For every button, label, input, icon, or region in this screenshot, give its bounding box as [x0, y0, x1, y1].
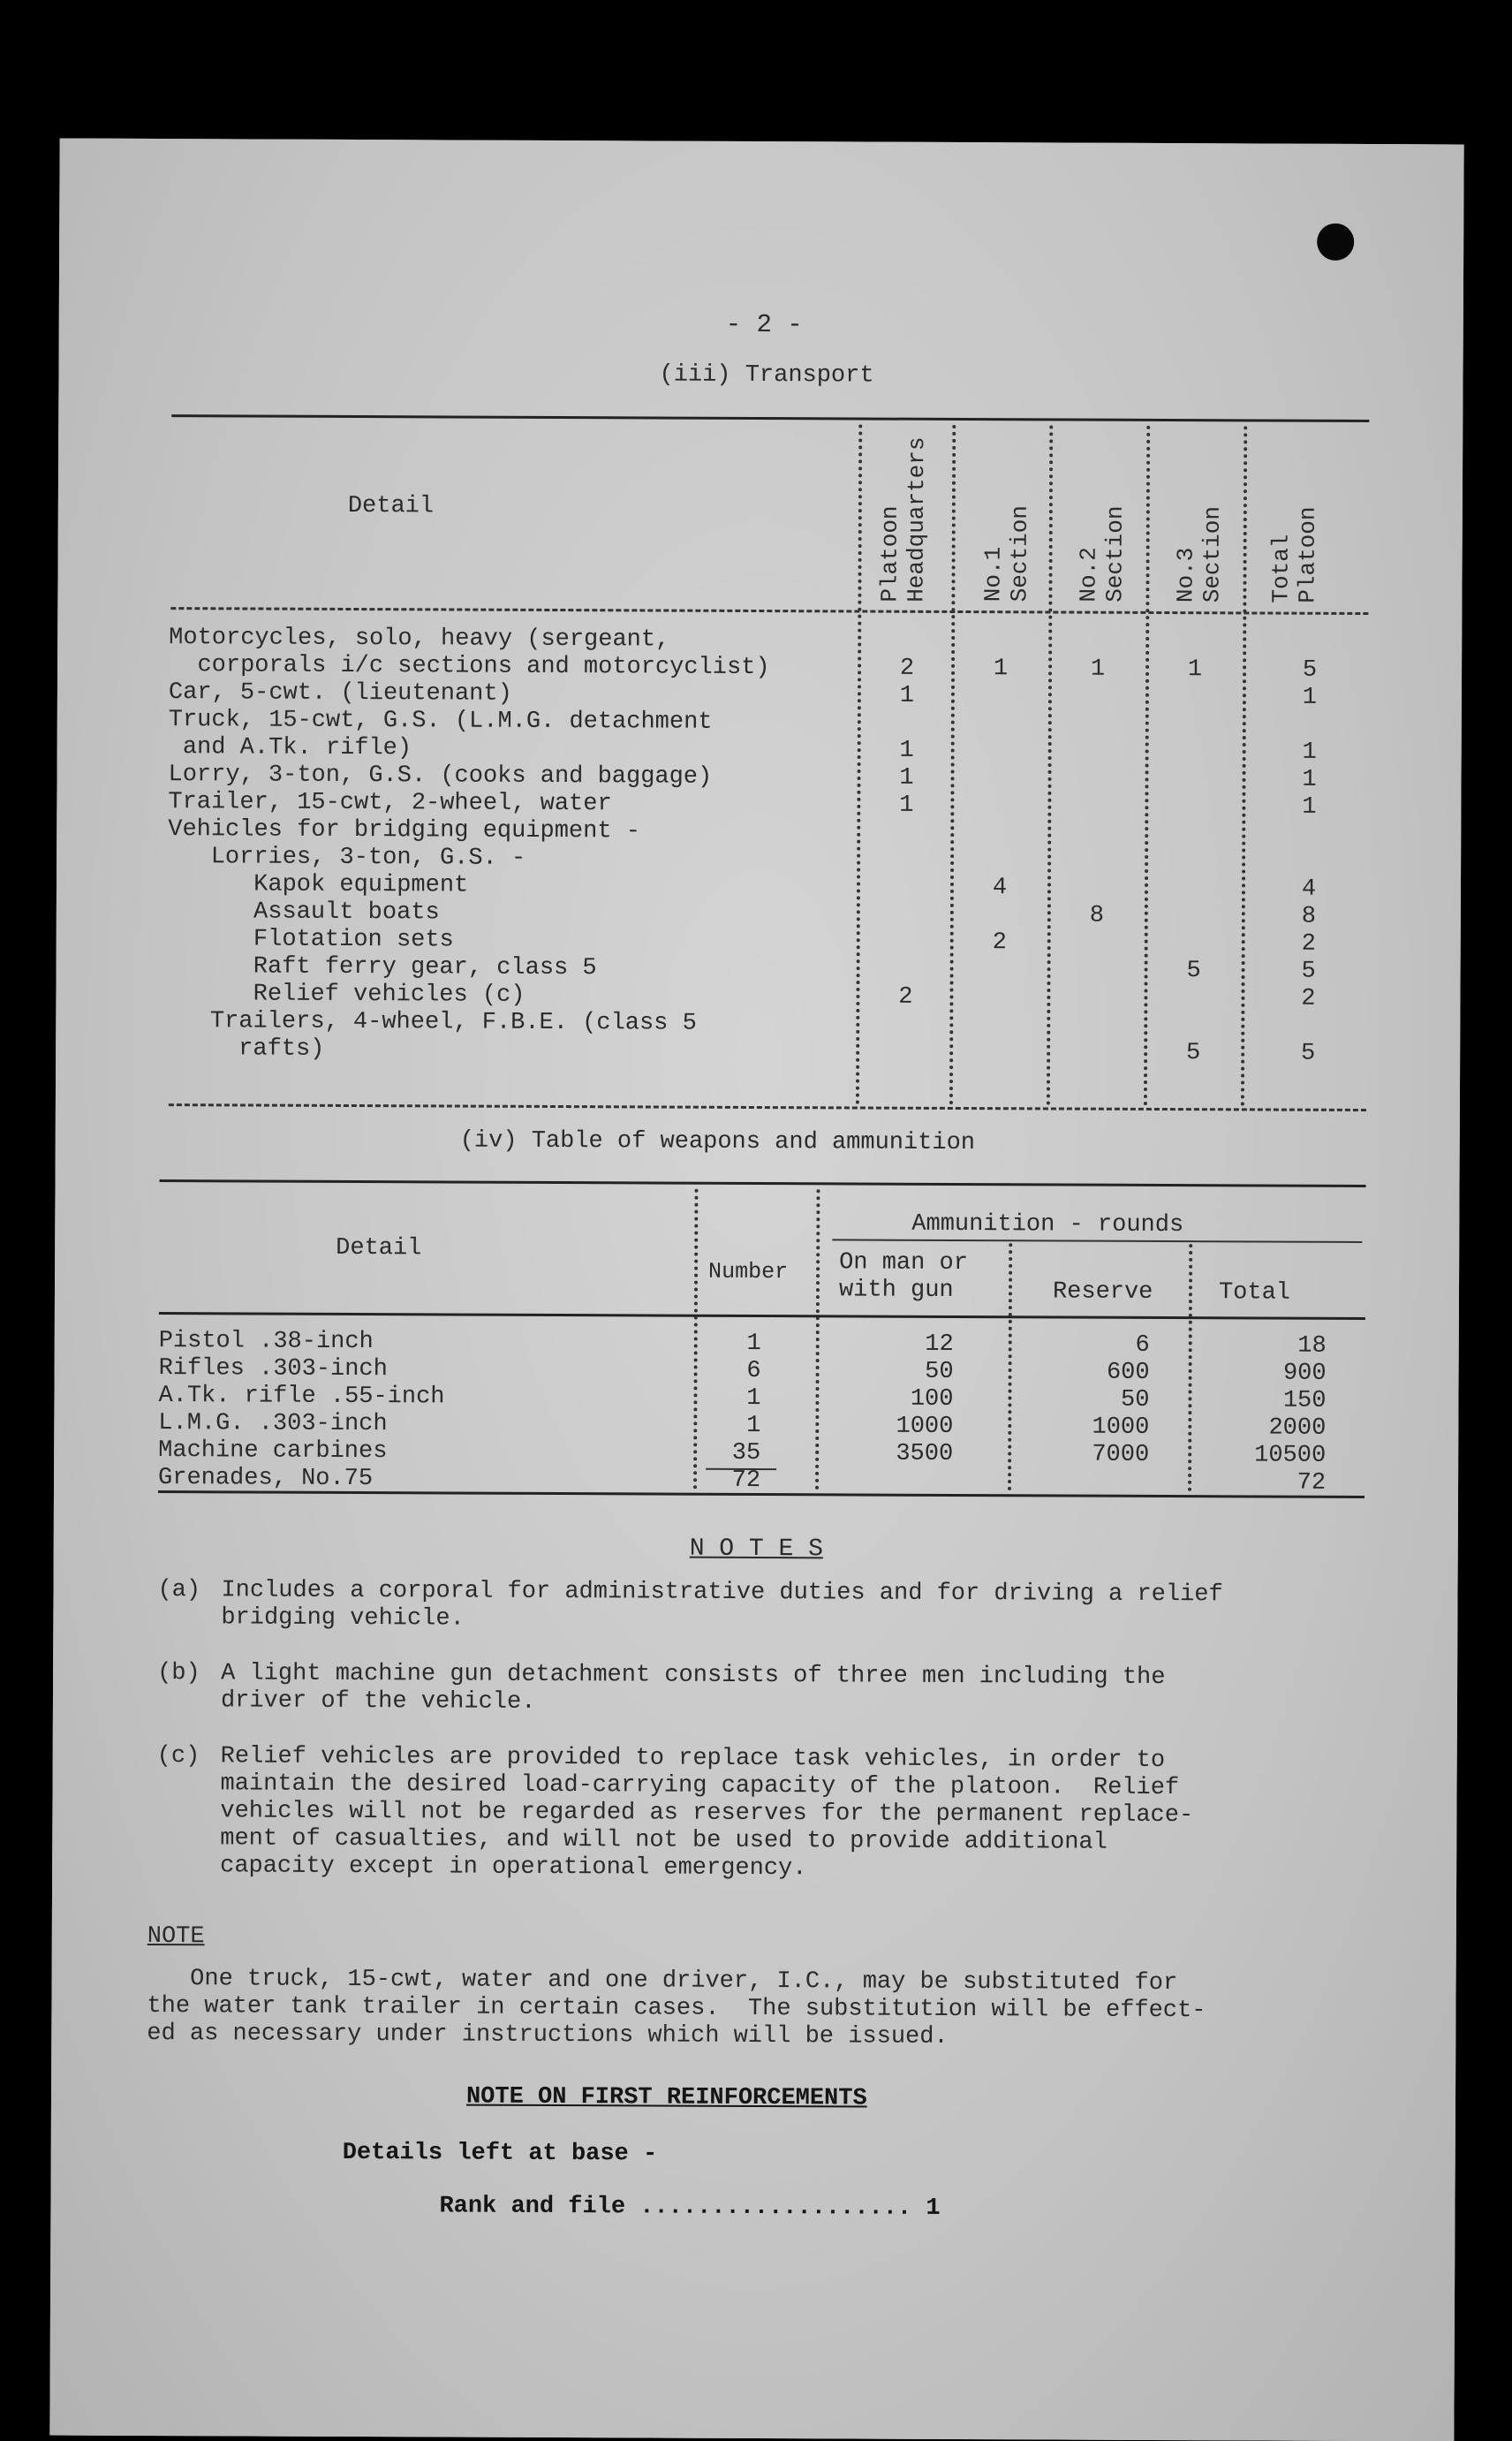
transport-row-value: 2	[898, 983, 913, 1011]
transport-row-detail: Lorries, 3-ton, G.S. -	[168, 844, 526, 872]
ammo-group-rule	[832, 1239, 1362, 1243]
note-line: driver of the vehicle.	[220, 1687, 536, 1716]
weapons-row-number: 1	[746, 1330, 761, 1358]
header-total-platoon: Total Platoon	[1267, 506, 1321, 603]
transport-row-detail: Truck, 15-cwt, G.S. (L.M.G. detachment	[168, 707, 713, 736]
weapons-row-number: 6	[746, 1357, 761, 1385]
transport-row-value: 2	[899, 655, 915, 682]
transport-row-detail: and A.Tk. rifle)	[168, 734, 412, 762]
reserve-header: Reserve	[1052, 1278, 1153, 1306]
reinforcements-heading: NOTE ON FIRST REINFORCEMENTS	[465, 2083, 867, 2112]
col-separator	[1188, 1244, 1192, 1491]
transport-row-value: 5	[1301, 958, 1316, 985]
transport-row-detail: Vehicles for bridging equipment -	[168, 816, 641, 845]
transport-row-value: 5	[1302, 656, 1318, 684]
transport-row-value: 5	[1186, 958, 1201, 985]
note-heading: NOTE	[147, 1922, 205, 1951]
transport-row-value: 8	[1301, 903, 1317, 930]
transport-row-value: 1	[899, 737, 914, 764]
transport-header-rule	[170, 607, 1368, 615]
weapons-title: (iv) Table of weapons and ammunition	[459, 1127, 976, 1157]
transport-row-detail: Motorcycles, solo, heavy (sergeant,	[169, 625, 670, 654]
transport-row-value: 1	[899, 764, 914, 792]
header-no1-section: No.1 Section	[979, 505, 1033, 603]
header-no3-section: No.3 Section	[1172, 505, 1226, 603]
transport-row-value: 1	[899, 682, 915, 709]
note-line: capacity except in operational emergency.	[220, 1853, 807, 1883]
weapons-row-total: 18	[1297, 1332, 1327, 1360]
weapons-row-on-man: 50	[925, 1358, 954, 1385]
weapons-row-on-man: 1000	[896, 1413, 954, 1440]
notes-heading: N O T E S	[689, 1535, 824, 1564]
weapons-row-detail: L.M.G. .303-inch	[158, 1410, 388, 1438]
on-man-header: On man or with gun	[838, 1249, 969, 1304]
transport-row-value: 4	[992, 875, 1008, 902]
weapons-row-detail: Grenades, No.75	[157, 1465, 374, 1493]
note-paragraph-line: ed as necessary under instructions which will be issued.	[147, 2020, 949, 2051]
transport-row-detail: Trailers, 4-wheel, F.B.E. (class 5	[167, 1008, 697, 1037]
note-label: (a)	[157, 1577, 201, 1604]
transport-top-rule	[171, 414, 1369, 422]
weapons-row-detail: Machine carbines	[158, 1437, 388, 1466]
weapons-top-rule	[160, 1179, 1366, 1187]
note-line: maintain the desired load-carrying capacity of the platoon. Relief	[220, 1770, 1180, 1802]
transport-row-detail: Raft ferry gear, class 5	[167, 953, 597, 982]
transport-row-value: 5	[1300, 1040, 1316, 1067]
weapons-row-number: 1	[746, 1412, 761, 1440]
transport-row-value: 4	[1301, 876, 1317, 903]
weapons-detail-header: Detail	[336, 1234, 422, 1262]
transport-row-detail: Relief vehicles (c)	[167, 981, 525, 1009]
transport-row-detail: Flotation sets	[167, 926, 454, 954]
weapons-row-number: 35	[731, 1439, 761, 1467]
weapons-row-number: 72	[731, 1467, 761, 1495]
note-paragraph-line: One truck, 15-cwt, water and one driver, I.C., may be substituted for	[147, 1965, 1178, 1998]
note-line: A light machine gun detachment consists of three men including the	[221, 1660, 1166, 1692]
weapons-number-header: Number	[708, 1258, 789, 1285]
transport-row-value: 1	[1302, 793, 1317, 821]
note-line: Includes a corporal for administrative duties and for driving a relief	[221, 1577, 1223, 1609]
transport-row-value: 1	[993, 656, 1009, 683]
rank-and-file-line: Rank and file ................... 1	[439, 2193, 941, 2222]
weapons-row-on-man: 100	[910, 1385, 954, 1413]
note-line: Relief vehicles are provided to replace task vehicles, in order to	[220, 1743, 1166, 1775]
weapons-row-on-man: 12	[925, 1330, 954, 1358]
punch-hole	[1317, 224, 1354, 261]
transport-row-value: 2	[1301, 985, 1316, 1012]
weapons-row-number: 1	[746, 1384, 761, 1413]
col-separator	[1047, 425, 1053, 1105]
weapons-row-total: 72	[1297, 1469, 1327, 1497]
details-left-at-base: Details left at base -	[342, 2139, 658, 2168]
transport-row-detail: Trailer, 15-cwt, 2-wheel, water	[168, 789, 612, 818]
ammunition-group-header: Ammunition - rounds	[911, 1210, 1184, 1239]
transport-row-detail: corporals i/c sections and motorcyclist)	[169, 652, 770, 682]
transport-row-detail: Kapok equipment	[167, 871, 469, 899]
header-no2-section: No.2 Section	[1075, 505, 1129, 603]
transport-row-detail: Lorry, 3-ton, G.S. (cooks and baggage)	[168, 762, 713, 791]
transport-row-value: 1	[899, 792, 914, 819]
note-line: ment of casualties, and will not be used to provide additional	[220, 1825, 1108, 1856]
weapons-row-reserve: 1000	[1092, 1414, 1150, 1441]
weapons-row-detail: Pistol .38-inch	[158, 1328, 374, 1356]
weapons-row-total: 150	[1282, 1387, 1327, 1414]
transport-row-value: 1	[1302, 766, 1317, 793]
note-line: vehicles will not be regarded as reserves for the permanent replace-	[220, 1798, 1194, 1830]
col-separator	[1241, 426, 1247, 1106]
weapons-row-reserve: 7000	[1092, 1441, 1150, 1468]
transport-row-value: 5	[1185, 1040, 1201, 1067]
weapons-row-reserve: 600	[1106, 1359, 1150, 1386]
weapons-row-total: 900	[1282, 1360, 1327, 1387]
transport-row-value: 8	[1089, 902, 1105, 929]
note-label: (b)	[157, 1660, 200, 1687]
document-page	[49, 139, 1463, 2441]
transport-row-value: 1	[1187, 656, 1203, 684]
transport-detail-header: Detail	[347, 492, 435, 520]
page-number: - 2 -	[725, 309, 803, 340]
weapons-row-reserve: 50	[1120, 1386, 1150, 1414]
transport-title: (iii) Transport	[659, 361, 874, 390]
weapons-bottom-rule	[158, 1490, 1365, 1498]
weapons-row-total: 2000	[1268, 1414, 1327, 1442]
number-underline	[706, 1468, 776, 1470]
col-separator	[1008, 1243, 1012, 1490]
transport-row-detail: Assault boats	[167, 898, 440, 927]
weapons-header-rule	[159, 1312, 1365, 1320]
weapons-row-reserve: 6	[1135, 1331, 1150, 1359]
transport-row-detail: rafts)	[167, 1035, 325, 1063]
transport-row-value: 2	[992, 929, 1007, 957]
transport-row-value: 1	[1302, 684, 1318, 711]
note-label: (c)	[156, 1743, 200, 1770]
weapons-row-on-man: 3500	[896, 1440, 954, 1467]
weapons-row-detail: Rifles .303-inch	[158, 1355, 388, 1383]
transport-bottom-rule	[169, 1103, 1366, 1111]
weapons-row-total: 10500	[1254, 1442, 1327, 1469]
col-separator	[1144, 426, 1150, 1106]
note-line: bridging vehicle.	[221, 1604, 465, 1633]
transport-row-value: 2	[1301, 930, 1316, 958]
transport-row-detail: Car, 5-cwt. (lieutenant)	[168, 679, 512, 708]
header-platoon-hq: Platoon Headquarters	[876, 436, 931, 603]
transport-row-value: 1	[1302, 739, 1317, 766]
total-header: Total	[1218, 1279, 1291, 1307]
col-separator	[815, 1189, 820, 1490]
weapons-row-detail: A.Tk. rifle .55-inch	[158, 1383, 445, 1411]
col-separator	[856, 424, 862, 1104]
col-separator	[949, 425, 956, 1105]
transport-row-value: 1	[1090, 656, 1106, 683]
note-paragraph-line: the water tank trailer in certain cases. The substitution will be effect-	[147, 1992, 1206, 2025]
